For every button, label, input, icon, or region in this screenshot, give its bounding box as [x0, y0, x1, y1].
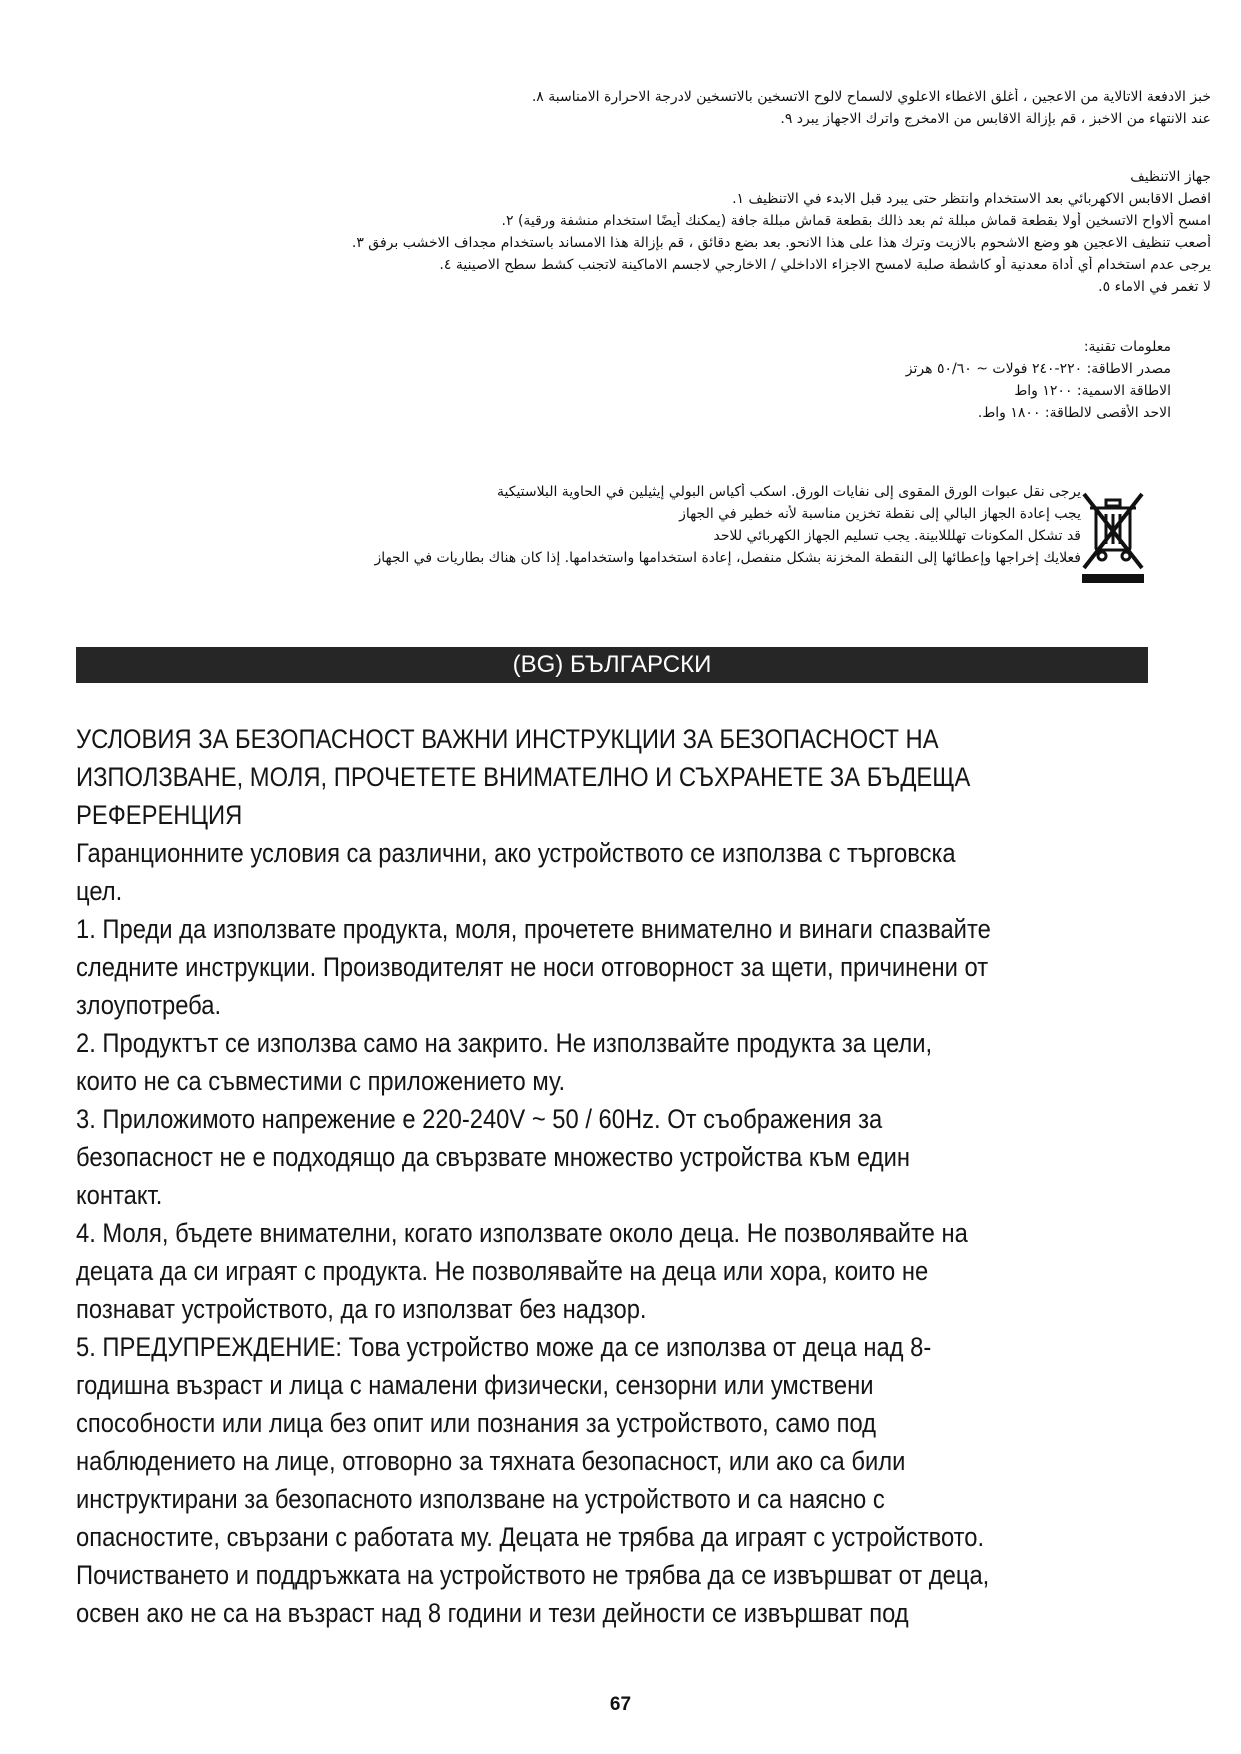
- language-section-header: (BG) БЪЛГАРСКИ: [76, 647, 1148, 683]
- bg-text-line: 4. Моля, бъдете внимателни, когато използвате около деца. Не позволявайте на: [76, 1218, 968, 1248]
- arabic-line: عند الانتهاء من الاخبز ، قم بإزالة الاقابس من الامخرج واترك الاجهاز يبرد ٩.: [780, 111, 1211, 127]
- weee-crossed-bin-icon: [1078, 490, 1148, 586]
- bg-text-line: децата да си играят с продукта. Не позволявайте на деца или хора, които не: [76, 1256, 929, 1286]
- arabic-disposal-info: [81, 483, 1081, 571]
- bg-text-line: контакт.: [76, 1180, 163, 1210]
- bg-text-line: безопасност не е подходящо да свързвате множество устройства към един: [76, 1142, 910, 1172]
- bg-text-line: наблюдението на лице, отговорно за тяхната безопасност, или ако са били: [76, 1446, 906, 1476]
- bulgarian-safety-instructions: [76, 720, 1031, 1632]
- arabic-line: امسح ألاواح الاتسخين أولا بقطعة قماش مبللة ثم بعد ذالك بقطعة قماش مبللة جافة (يمكنك أيضًا استخدام منشفة ورقية) ٢.: [501, 213, 1211, 229]
- arabic-line: افصل الاقابس الاكهربائي بعد الاستخدام وانتظر حتى يبرد قبل الابدء في الاتنظيف ١.: [732, 191, 1211, 207]
- arabic-technical-info: [571, 338, 1171, 426]
- arabic-baking-steps: [71, 88, 1211, 132]
- bg-heading-line: ИЗПОЛЗВАНЕ, МОЛЯ, ПРОЧЕТЕТЕ ВНИМАТЕЛНО И СЪХРАНЕТЕ ЗА БЪДЕЩА: [76, 762, 971, 792]
- arabic-line: فعلايك إخراجها وإعطائها إلى النقطة المخزنة بشكل منفصل، إعادة استخدامها واستخدامها. إذا كان هناك بطاريات في الجهاز: [374, 550, 1081, 566]
- bg-text-line: годишна възраст и лица с намалени физически, сензорни или умствени: [76, 1370, 874, 1400]
- arabic-line: مصدر الاطاقة: ٢٢٠-٢٤٠ فولات ~ ٥٠/٦٠ هرتز: [905, 361, 1171, 377]
- bg-text-line: опасностите, свързани с работата му. Децата не трябва да играят с устройството.: [76, 1522, 985, 1552]
- bg-text-line: 2. Продуктът се използва само на закрито. Не използвайте продукта за цели,: [76, 1028, 933, 1058]
- bg-text-line: 1. Преди да използвате продукта, моля, прочетете внимателно и винаги спазвайте: [76, 914, 991, 944]
- bg-text-line: инструктирани за безопасното използване на устройството и са наясно с: [76, 1484, 885, 1514]
- bg-text-line: способности или лица без опит или познания за устройството, само под: [76, 1408, 877, 1438]
- bg-text-line: Гаранционните условия са различни, ако устройството се използва с търговска: [76, 838, 956, 868]
- arabic-cleaning-section: [71, 168, 1211, 300]
- bg-text-line: следните инструкции. Производителят не носи отговорност за щети, причинени от: [76, 952, 989, 982]
- bg-text-line: злоупотреба.: [76, 990, 222, 1020]
- arabic-line: خبز الادفعة الاتالاية من الاعجين ، أغلق الاغطاء الاعلوي لالسماح لالوح الاتسخين بالاتسخين لادرجة الاحرارة الامناسبة ٨.: [531, 89, 1211, 105]
- bg-heading-line: УСЛОВИЯ ЗА БЕЗОПАСНОСТ ВАЖНИ ИНСТРУКЦИИ ЗА БЕЗОПАСНОСТ НА: [76, 724, 939, 754]
- bg-text-line: освен ако не са на възраст над 8 години и тези дейности се извършват под: [76, 1598, 909, 1628]
- bg-text-line: 5. ПРЕДУПРЕЖДЕНИЕ: Това устройство може да се използва от деца над 8-: [76, 1332, 932, 1362]
- bg-heading-line: РЕФЕРЕНЦИЯ: [76, 800, 243, 830]
- arabic-line: يجب إعادة الجهاز البالي إلى نقطة تخزين مناسبة لأنه خطير في الجهاز: [679, 506, 1081, 522]
- arabic-cleaning-heading: جهاز الاتنظيف: [1130, 169, 1211, 185]
- arabic-line: يرجى عدم استخدام أي أداة معدنية أو كاشطة صلبة لامسح الاجزاء الاداخلي / الاخارجي لاجسم الاماكينة لاتجنب كشط سطح الاصينية ٤.: [439, 257, 1211, 273]
- arabic-line: لا تغمر في الاماء ٥.: [1098, 279, 1211, 295]
- bg-text-line: 3. Приложимото напрежение е 220-240V ~ 50 / 60Hz. От съображения за: [76, 1104, 883, 1134]
- bg-text-line: познават устройството, да го използват без надзор.: [76, 1294, 647, 1324]
- arabic-line: يرجى نقل عبوات الورق المقوى إلى نفايات الورق. اسكب أكياس البولي إيثيلين في الحاوية البلاستيكية: [496, 484, 1081, 500]
- bg-text-line: цел.: [76, 876, 123, 906]
- arabic-line: الاطاقة الاسمية: ١٢٠٠ واط: [1014, 383, 1171, 399]
- bg-text-line: които не са съвместими с приложението му.: [76, 1066, 566, 1096]
- page-number: 67: [609, 1694, 632, 1715]
- arabic-line: الاحد الأقصى لالطاقة: ١٨٠٠ واط.: [977, 405, 1171, 421]
- arabic-tech-heading: معلومات تقنية:: [1083, 339, 1171, 355]
- arabic-line: قد تشكل المكونات تهلللابينة. يجب تسليم الجهاز الكهربائي للاحد: [713, 528, 1081, 544]
- arabic-line: أصعب تنظيف الاعجين هو وضع الاشحوم بالازيت وترك هذا على هذا الانحو. بعد بضع دقائق ، قم بإزالة هذا الامساند باستخدام مجداف الاخشب برفق ٣.: [351, 235, 1211, 251]
- bg-text-line: Почистването и поддръжката на устройството не трябва да се извършват от деца,: [76, 1560, 990, 1590]
